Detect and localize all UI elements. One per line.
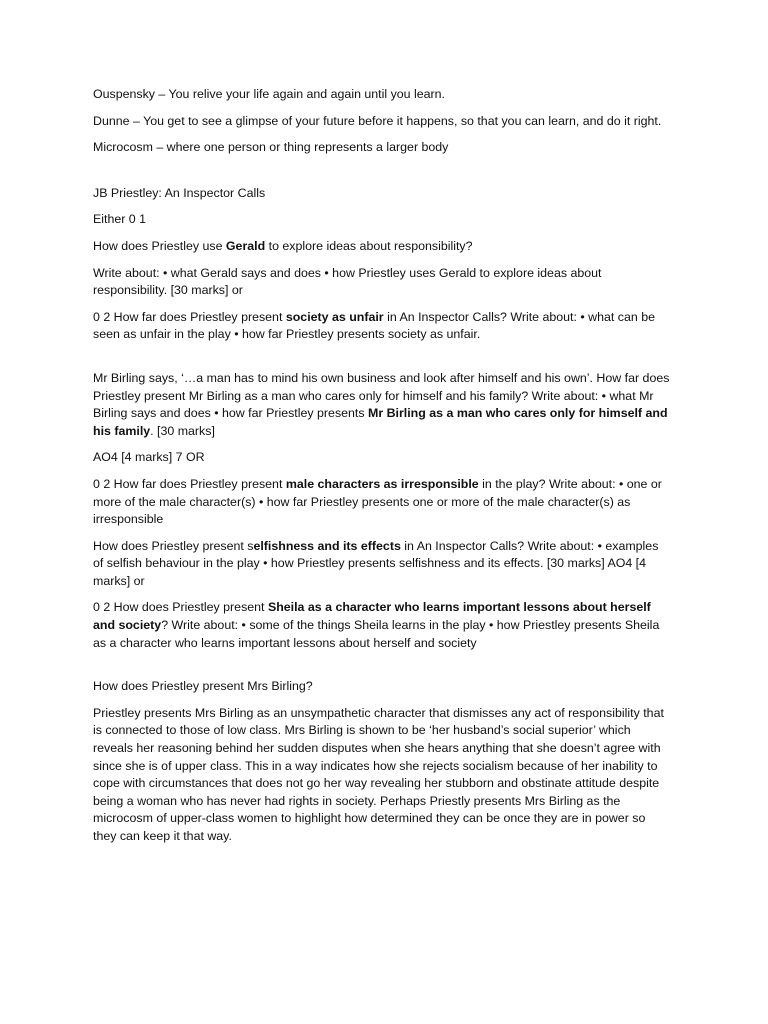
question-emphasis: elfishness and its effects: [253, 538, 401, 553]
question-sheila: [93, 599, 672, 652]
question-emphasis: society as unfair: [285, 309, 384, 324]
section-heading: JB Priestley: An Inspector Calls: [93, 185, 266, 200]
note-microcosm: Microcosm – where one person or thing represents a larger body: [93, 140, 449, 155]
question-text: to explore ideas about responsibility?: [265, 238, 473, 253]
question-text: How does Priestley present s: [93, 538, 254, 553]
question-emphasis: Mr Birling as a man who cares only for himself and his family: [93, 406, 668, 438]
question-gerald-write-about: Write about: • what Gerald says and does • how Priestley uses Gerald to explore ideas about responsibility. [30 marks] or: [93, 265, 602, 298]
question-society-unfair: [93, 309, 672, 344]
question-text: in An Inspector Calls? Write about: • examples of selfish behaviour in the play • how Priestley presents selfishness and its effects. [30 marks] AO4 [4 marks] or: [93, 538, 659, 588]
essay-question: How does Priestley present Mrs Birling?: [93, 679, 313, 694]
essay-answer: Priestley presents Mrs Birling as an unsympathetic character that dismisses any act of responsibility that is connected to those of low class. Mrs Birling is shown to be ‘her husband’s social superior’ which reveals her reasoning behind her sudden disputes when she hears anything that she doesn’t agree with since she is of upper class. This in a way indicates how she rejects socialism because of her inability to cope with circumstances that does not go her way revealing her stubborn and obstinate attitude despite being a woman who has never had rights in society. Perhaps Priestly presents Mrs Birling as the microcosm of upper-class women to highlight how determined they can be once they are in power so they can keep it that way.: [93, 705, 664, 843]
ao4-line: AO4 [4 marks] 7 OR: [93, 450, 205, 465]
question-emphasis: Sheila as a character who learns important lessons about herself and society: [93, 600, 651, 633]
question-text: 0 2 How far does Priestley present: [93, 309, 286, 324]
question-text: in An Inspector Calls? Write about: • what can be seen as unfair in the play • how far Priestley presents society as unfair.: [93, 309, 655, 342]
note-ouspensky: Ouspensky – You relive your life again and again until you learn.: [93, 87, 445, 101]
question-emphasis: Gerald: [225, 238, 266, 253]
question-text: ? Write about: • some of the things Sheila learns in the play • how Priestley presents Sheila as a character who learns important lessons about herself and society: [93, 618, 660, 650]
question-male-characters: [93, 476, 672, 529]
question-text: Mr Birling says, ‘…a man has to mind his own business and look after himself and his own’. How far does Priestley present Mr Birling as a man who cares only for himself and his family? Write about: • what Mr Birling says and does • how far Priestley presents: [93, 370, 670, 421]
question-text: . [30 marks]: [150, 423, 215, 438]
note-dunne: Dunne – You get to see a glimpse of your future before it happens, so that you can learn, and do it right.: [93, 113, 662, 128]
question-text: 0 2 How does Priestley present: [93, 600, 268, 615]
question-gerald: [93, 238, 672, 256]
question-text: 0 2 How far does Priestley present: [93, 476, 286, 491]
question-selfishness: [93, 538, 672, 591]
question-mr-birling: [93, 370, 672, 440]
question-emphasis: male characters as irresponsible: [285, 476, 479, 491]
question-text: in the play? Write about: • one or more of the male character(s) • how far Priestley presents one or more of the male character(s) as irresponsible: [93, 476, 662, 527]
either-label: Either 0 1: [93, 212, 147, 227]
question-text: How does Priestley use: [93, 238, 226, 253]
